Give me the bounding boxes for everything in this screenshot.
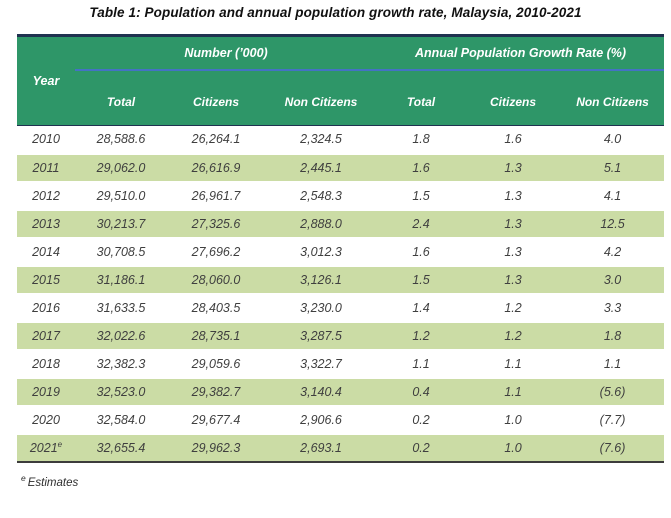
value-cell: 1.4 <box>377 294 465 322</box>
table-row <box>17 154 664 182</box>
value-cell: 27,325.6 <box>167 210 265 238</box>
value-cell: (5.6) <box>561 378 664 406</box>
value-cell: 12.5 <box>561 210 664 238</box>
value-cell: 1.1 <box>561 350 664 378</box>
value-cell: 1.3 <box>465 238 561 266</box>
year-cell: 2015 <box>17 266 75 294</box>
value-cell: 31,633.5 <box>75 294 167 322</box>
value-cell: 29,510.0 <box>75 182 167 210</box>
table-row <box>17 406 664 434</box>
year-column-header: Year <box>17 36 75 126</box>
table-body <box>17 126 664 462</box>
value-cell: 28,060.0 <box>167 266 265 294</box>
value-cell: 1.6 <box>465 126 561 154</box>
year-cell: 2013 <box>17 210 75 238</box>
year-cell: 2010 <box>17 126 75 154</box>
year-cell: 2018 <box>17 350 75 378</box>
number-citizens-header: Citizens <box>167 70 265 126</box>
table-row <box>17 434 664 462</box>
value-cell: 27,696.2 <box>167 238 265 266</box>
value-cell: 1.2 <box>465 294 561 322</box>
value-cell: 32,523.0 <box>75 378 167 406</box>
value-cell: 1.0 <box>465 434 561 462</box>
estimate-superscript: e <box>57 439 63 449</box>
value-cell: 1.1 <box>377 350 465 378</box>
value-cell: 1.2 <box>465 322 561 350</box>
growth-non-citizens-header: Non Citizens <box>561 70 664 126</box>
population-table <box>17 34 664 463</box>
year-cell: 2017 <box>17 322 75 350</box>
table-row <box>17 126 664 154</box>
growth-group-header: Annual Population Growth Rate (%) <box>377 36 664 70</box>
value-cell: 29,059.6 <box>167 350 265 378</box>
value-cell: 32,022.6 <box>75 322 167 350</box>
value-cell: 1.3 <box>465 210 561 238</box>
value-cell: 28,403.5 <box>167 294 265 322</box>
value-cell: 2.4 <box>377 210 465 238</box>
table-row <box>17 378 664 406</box>
value-cell: 1.3 <box>465 266 561 294</box>
year-cell: 2021e <box>17 434 75 462</box>
value-cell: 29,677.4 <box>167 406 265 434</box>
table-header <box>17 36 664 126</box>
value-cell: 4.1 <box>561 182 664 210</box>
value-cell: 3,322.7 <box>265 350 377 378</box>
table-row <box>17 182 664 210</box>
value-cell: 29,382.7 <box>167 378 265 406</box>
year-cell: 2019 <box>17 378 75 406</box>
value-cell: 29,962.3 <box>167 434 265 462</box>
value-cell: 31,186.1 <box>75 266 167 294</box>
footnote-superscript: e <box>21 472 26 483</box>
table-row <box>17 350 664 378</box>
value-cell: 1.2 <box>377 322 465 350</box>
table-title: Table 1: Population and annual population growth rate, Malaysia, 2010-2021 <box>89 5 582 20</box>
growth-citizens-header: Citizens <box>465 70 561 126</box>
value-cell: 2,324.5 <box>265 126 377 154</box>
value-cell: 28,735.1 <box>167 322 265 350</box>
value-cell: 4.2 <box>561 238 664 266</box>
value-cell: 1.3 <box>465 154 561 182</box>
value-cell: 1.8 <box>377 126 465 154</box>
value-cell: 3,140.4 <box>265 378 377 406</box>
value-cell: 3,012.3 <box>265 238 377 266</box>
table-row <box>17 266 664 294</box>
value-cell: 29,062.0 <box>75 154 167 182</box>
group-header-row <box>17 36 664 70</box>
value-cell: 3,230.0 <box>265 294 377 322</box>
value-cell: 0.4 <box>377 378 465 406</box>
number-total-header: Total <box>75 70 167 126</box>
year-cell: 2012 <box>17 182 75 210</box>
value-cell: 2,445.1 <box>265 154 377 182</box>
value-cell: 1.1 <box>465 350 561 378</box>
value-cell: 1.0 <box>465 406 561 434</box>
value-cell: 26,616.9 <box>167 154 265 182</box>
number-group-header: Number (’000) <box>75 36 377 70</box>
growth-total-header: Total <box>377 70 465 126</box>
value-cell: 1.1 <box>465 378 561 406</box>
value-cell: 28,588.6 <box>75 126 167 154</box>
value-cell: 3,287.5 <box>265 322 377 350</box>
value-cell: 0.2 <box>377 434 465 462</box>
value-cell: 3.0 <box>561 266 664 294</box>
value-cell: 1.6 <box>377 238 465 266</box>
value-cell: 4.0 <box>561 126 664 154</box>
value-cell: 3,126.1 <box>265 266 377 294</box>
value-cell: 1.3 <box>465 182 561 210</box>
value-cell: 32,655.4 <box>75 434 167 462</box>
year-cell: 2011 <box>17 154 75 182</box>
value-cell: 30,708.5 <box>75 238 167 266</box>
footnote <box>21 472 671 489</box>
value-cell: (7.7) <box>561 406 664 434</box>
value-cell: 2,693.1 <box>265 434 377 462</box>
value-cell: 2,906.6 <box>265 406 377 434</box>
value-cell: 26,961.7 <box>167 182 265 210</box>
table-row <box>17 322 664 350</box>
year-cell: 2020 <box>17 406 75 434</box>
value-cell: 1.6 <box>377 154 465 182</box>
value-cell: 3.3 <box>561 294 664 322</box>
value-cell: 32,382.3 <box>75 350 167 378</box>
value-cell: 32,584.0 <box>75 406 167 434</box>
year-cell: 2016 <box>17 294 75 322</box>
value-cell: (7.6) <box>561 434 664 462</box>
year-cell: 2014 <box>17 238 75 266</box>
value-cell: 1.8 <box>561 322 664 350</box>
value-cell: 1.5 <box>377 266 465 294</box>
number-non-citizens-header: Non Citizens <box>265 70 377 126</box>
footnote-text: Estimates <box>27 476 79 489</box>
value-cell: 30,213.7 <box>75 210 167 238</box>
value-cell: 2,548.3 <box>265 182 377 210</box>
value-cell: 26,264.1 <box>167 126 265 154</box>
table-row <box>17 294 664 322</box>
value-cell: 0.2 <box>377 406 465 434</box>
value-cell: 5.1 <box>561 154 664 182</box>
value-cell: 1.5 <box>377 182 465 210</box>
table-row <box>17 210 664 238</box>
sub-header-row <box>17 70 664 126</box>
value-cell: 2,888.0 <box>265 210 377 238</box>
table-row <box>17 238 664 266</box>
